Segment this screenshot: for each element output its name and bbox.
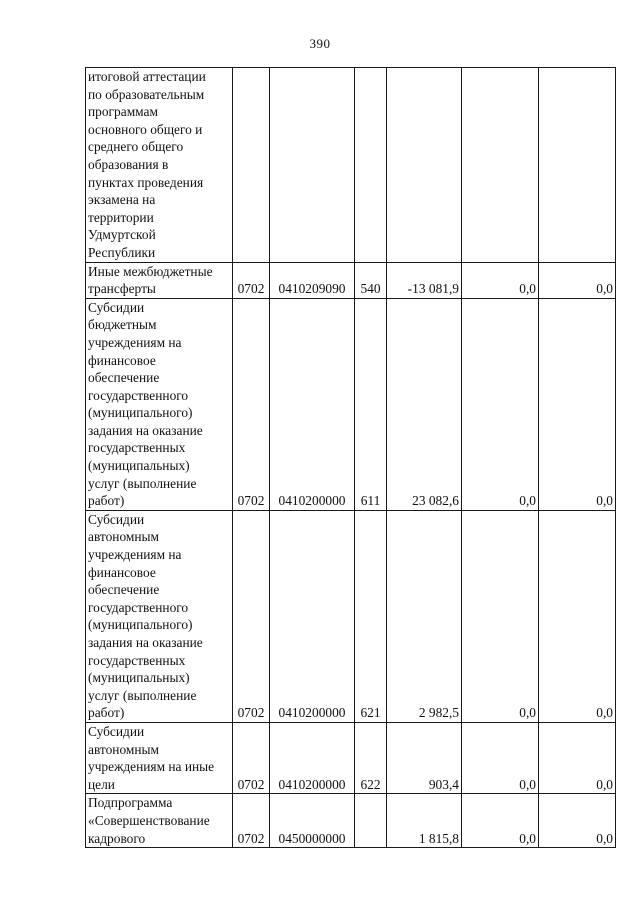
item-name-line: по образовательным [88,86,205,102]
item-name-line: задания на оказание [88,635,203,650]
item-name-line: государственного [88,387,189,403]
cell-amount-year2: 0,0 [462,262,539,298]
item-name-line: учреждениям на иные [88,759,215,775]
table-row [86,298,616,510]
item-name-line: учреждениям на [88,334,182,350]
cell-section [233,68,270,263]
item-name-line: обеспечение [88,370,160,386]
cell-section: 0702 [233,298,270,510]
item-name-line: работ) [88,493,125,509]
table-row [86,722,616,793]
item-name-line: экзамена на [88,192,156,208]
cell-amount-year2: 0,0 [462,794,539,848]
cell-amount-year2: 0,0 [462,510,539,722]
item-name-line: услуг (выполнение [88,687,197,703]
cell-item-name [86,262,233,298]
item-name-line: задания на оказание [88,422,203,438]
item-name-line: итоговой аттестации [88,69,206,84]
cell-item-name [86,794,233,848]
budget-table [85,67,616,848]
item-name-line: (муниципального) [88,405,193,421]
cell-amount: 903,4 [387,722,462,793]
item-name-line: территории [88,209,154,225]
item-name-line: финансовое [88,564,156,580]
cell-target-article: 0410200000 [270,722,355,793]
cell-section: 0702 [233,794,270,848]
item-name-line: автономным [88,741,160,757]
item-name-line: Удмуртской [88,227,156,243]
item-name-line: основного общего и [88,121,203,137]
item-name-line: трансферты [88,281,156,297]
item-name-line: автономным [88,529,160,545]
cell-amount-year2: 0,0 [462,722,539,793]
cell-expense-type: 540 [355,262,387,298]
cell-expense-type: 622 [355,722,387,793]
cell-section: 0702 [233,722,270,793]
item-name-line: программам [88,104,158,120]
cell-target-article: 0410200000 [270,298,355,510]
item-name-line: (муниципальных) [88,670,190,686]
item-name-line: Субсидии [88,299,145,315]
item-name-line: учреждениям на [88,547,182,563]
table-row [86,262,616,298]
item-name-line: пунктах проведения [88,174,204,190]
item-name-line: (муниципальных) [88,458,190,474]
cell-target-article: 0450000000 [270,794,355,848]
cell-amount-year2: 0,0 [462,298,539,510]
cell-amount-year3: 0,0 [539,722,616,793]
item-name-line: Субсидии [88,723,145,739]
cell-amount-year3: 0,0 [539,510,616,722]
page-number: 390 [309,36,331,51]
item-name-line: обеспечение [88,582,160,598]
cell-expense-type: 611 [355,298,387,510]
item-name-line: Иные межбюджетные [88,263,213,279]
item-name-line: государственных [88,652,186,668]
cell-amount-year3: 0,0 [539,298,616,510]
cell-amount: 2 982,5 [387,510,462,722]
item-name-line: Республики [88,244,156,260]
cell-amount: 23 082,6 [387,298,462,510]
item-name-line: работ) [88,705,125,721]
table-row [86,510,616,722]
cell-expense-type [355,794,387,848]
item-name-line: услуг (выполнение [88,475,197,491]
cell-item-name [86,510,233,722]
cell-target-article [270,68,355,263]
cell-expense-type: 621 [355,510,387,722]
cell-amount-year3 [539,68,616,263]
cell-item-name [86,298,233,510]
item-name-line: бюджетным [88,317,157,333]
item-name-line: цели [88,776,115,792]
item-name-line: среднего общего [88,139,184,155]
cell-expense-type [355,68,387,263]
cell-amount-year2 [462,68,539,263]
cell-amount: 1 815,8 [387,794,462,848]
cell-target-article: 0410200000 [270,510,355,722]
table-row [86,68,616,263]
item-name-line: Подпрограмма [88,795,173,811]
item-name-line: «Совершенствование [88,812,210,828]
table-row [86,794,616,848]
cell-item-name [86,722,233,793]
cell-amount: -13 081,9 [387,262,462,298]
cell-target-article: 0410209090 [270,262,355,298]
item-name-line: финансовое [88,352,156,368]
item-name-line: Субсидии [88,511,145,527]
item-name-line: государственного [88,599,189,615]
cell-section: 0702 [233,262,270,298]
cell-amount-year3: 0,0 [539,794,616,848]
item-name-line: (муниципального) [88,617,193,633]
item-name-line: кадрового [88,830,146,846]
cell-section: 0702 [233,510,270,722]
cell-amount-year3: 0,0 [539,262,616,298]
cell-item-name [86,68,233,263]
item-name-line: государственных [88,440,186,456]
cell-amount [387,68,462,263]
item-name-line: образования в [88,156,169,172]
